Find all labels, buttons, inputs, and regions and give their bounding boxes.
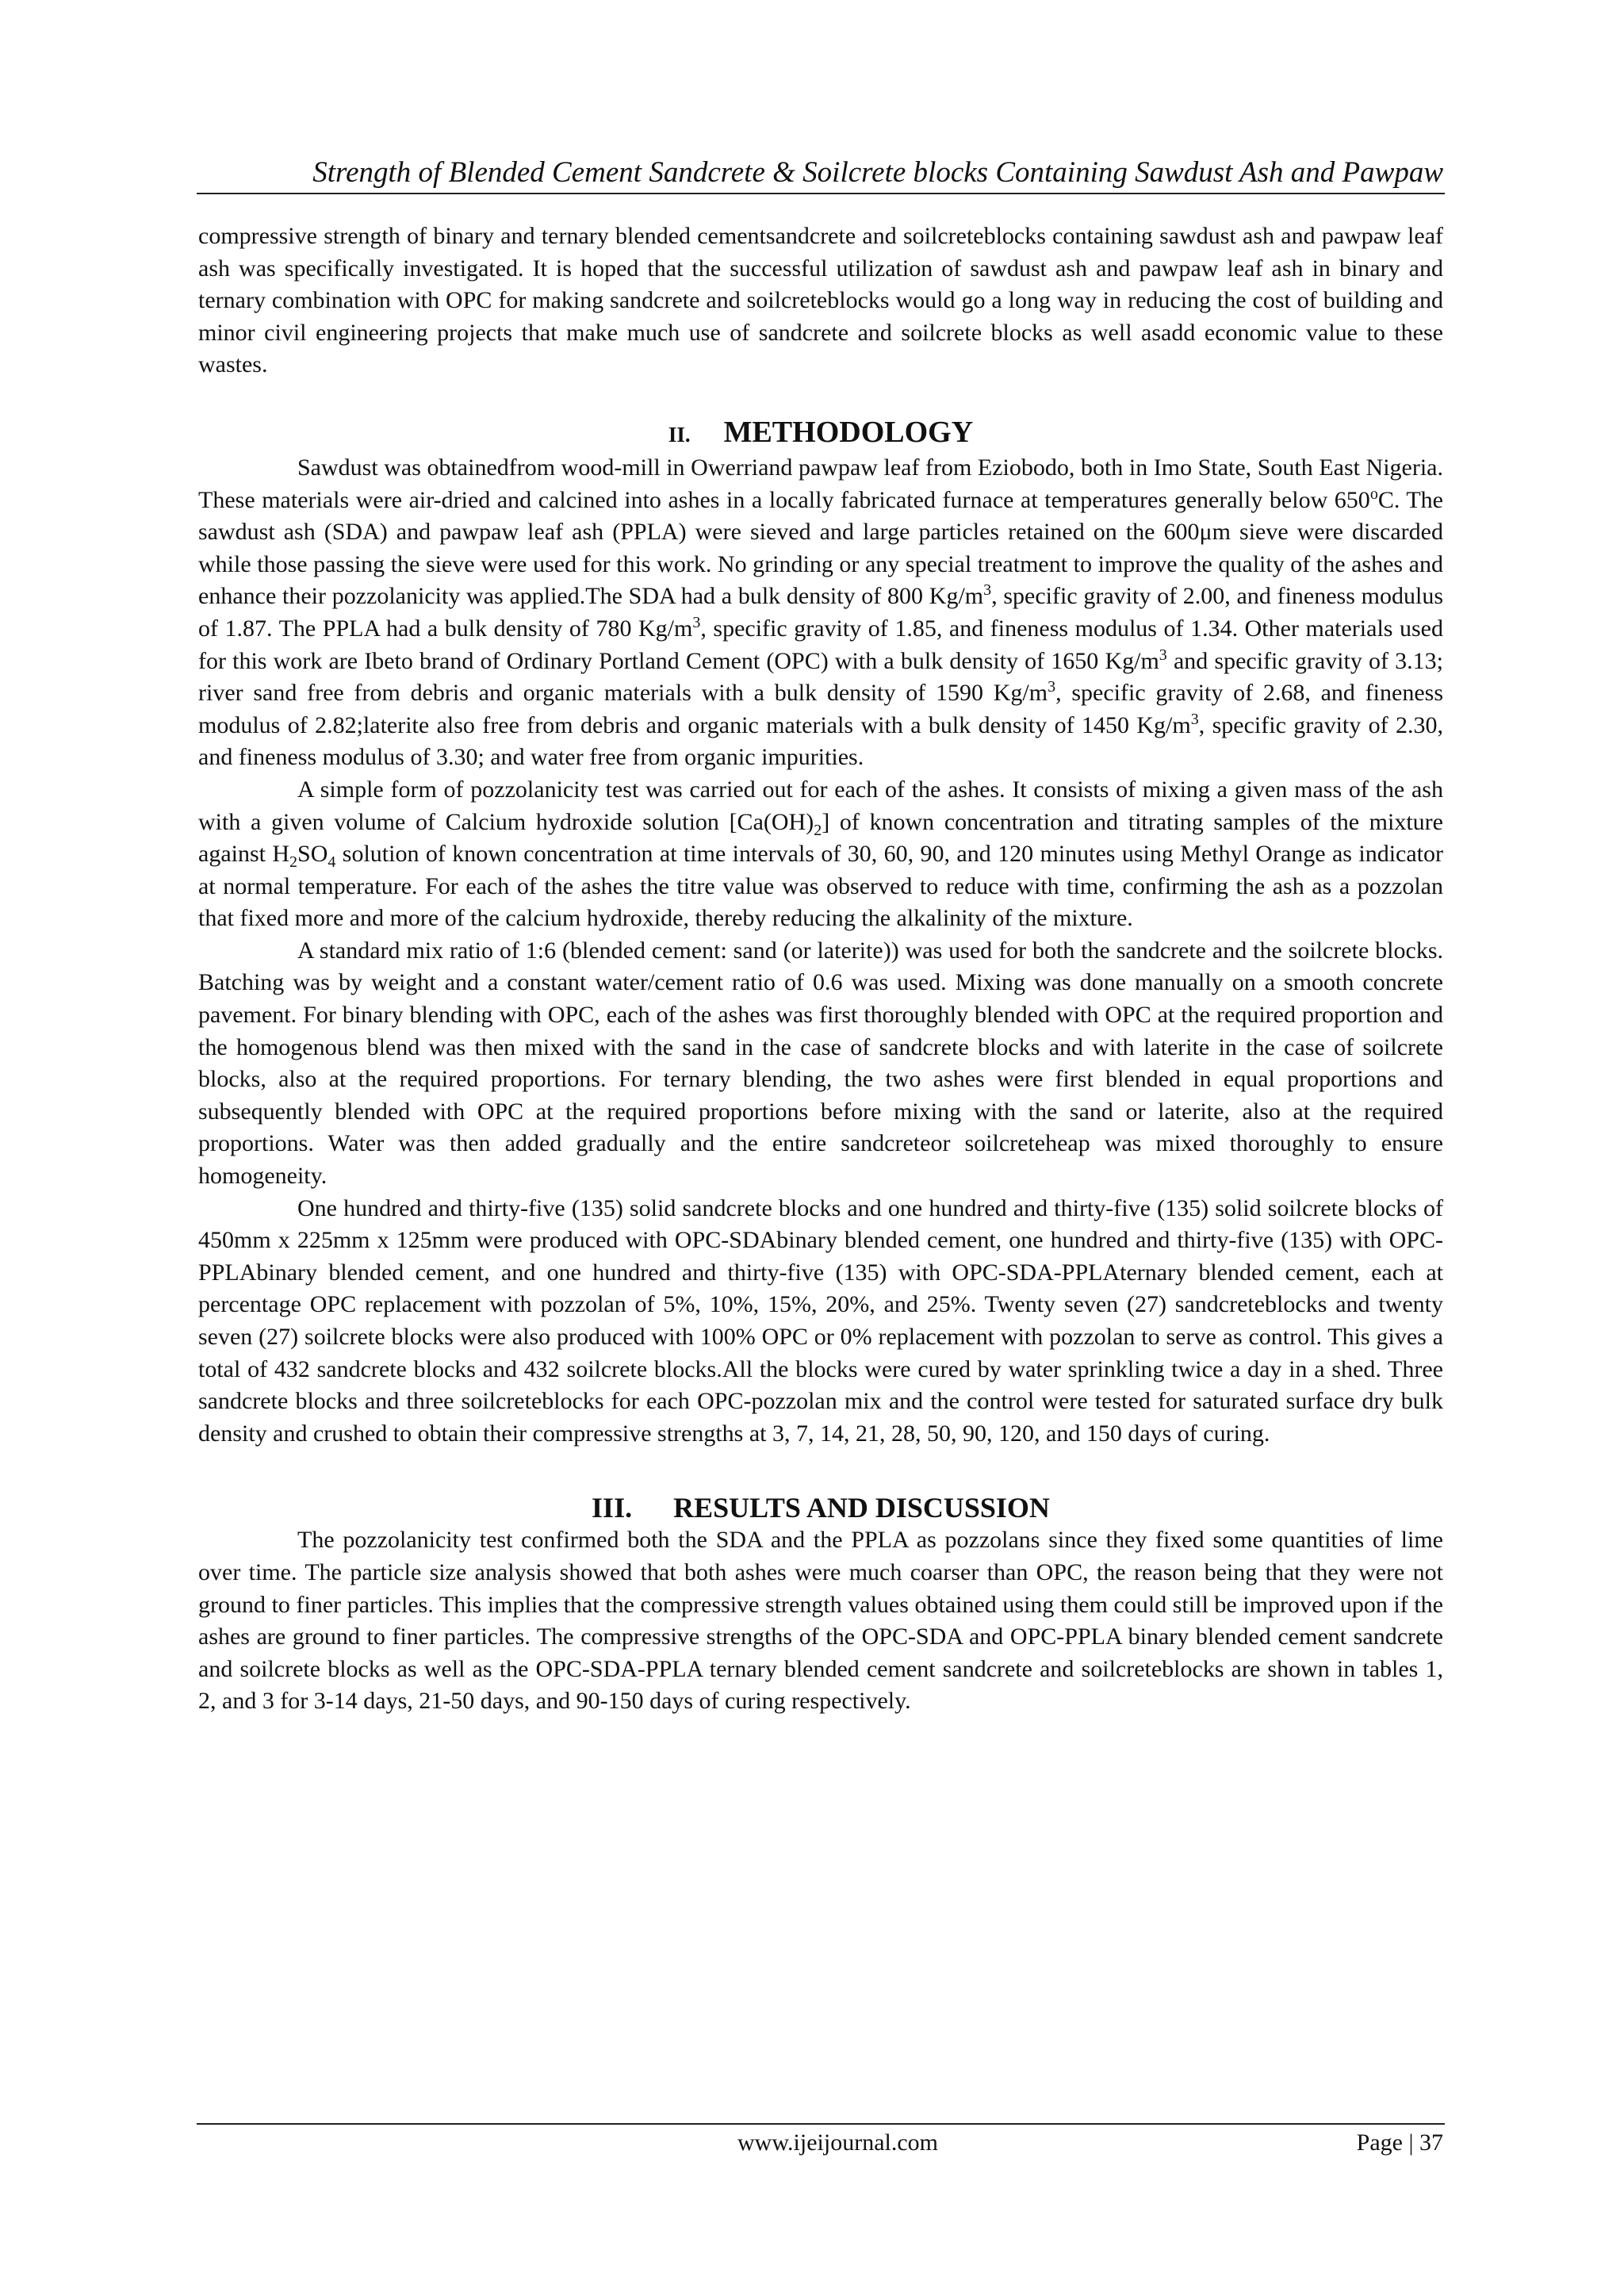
header-rule: [197, 193, 1445, 194]
text-run: , specific gravity of 2.30, and fineness modulus of 3.30; and water free from organic impurities.: [198, 711, 1443, 771]
text-run: A simple form of pozzolanicity test was carried out for each of the ashes. It consists of mixing a given mass of the ash with a given volume of Calcium hydroxide solution [Ca(OH): [198, 776, 1443, 835]
footer-page-number: Page | 37: [1356, 2129, 1443, 2156]
superscript: 3: [1190, 710, 1199, 728]
running-header-title: Strength of Blended Cement Sandcrete & Soilcrete blocks Containing Sawdust Ash and Pawpaw: [312, 156, 1443, 189]
text-run: SO: [297, 841, 328, 868]
subscript: 2: [289, 853, 298, 872]
text-run: and specific gravity of 3.13; river sand free from debris and organic materials with a bulk density of 1590 Kg/m: [198, 647, 1443, 707]
methodology-paragraph-blocks: One hundred and thirty-five (135) solid sandcrete blocks and one hundred and thirty-five (135) solid soilcrete blocks of 450mm x 225mm x 125mm were produced with OPC-SDAbinary blended cement, one hundred and thirty-five (135) with OPC-PPLAbinary blended cement, and one hundred and thirty-five (135) with OPC-SDA-PPLAternary blended cement, each at percentage OPC replacement with pozzolan of 5%, 10%, 15%, 20%, and 25%. Twenty seven (27) sandcreteblocks and twenty seven (27) soilcrete blocks were also produced with 100% OPC or 0% replacement with pozzolan to serve as control. This gives a total of 432 sandcrete blocks and 432 soilcrete blocks.All the blocks were cured by water sprinkling twice a day in a shed. Three sandcrete blocks and three soilcreteblocks for each OPC-pozzolan mix and the control were tested for saturated surface dry bulk density and crushed to obtain their compressive strengths at 3, 7, 14, 21, 28, 50, 90, 120, and 150 days of curing.: [198, 1194, 1443, 1447]
footer-journal-url: www.ijeijournal.com: [737, 2129, 938, 2156]
section-heading-methodology: [198, 415, 1443, 452]
superscript: 3: [983, 581, 992, 600]
footer-rule: [197, 2123, 1445, 2125]
intro-paragraph: compressive strength of binary and ternary blended cementsandcrete and soilcreteblocks containing sawdust ash and pawpaw leaf ash was specifically investigated. It is hoped that the successful utilization of sawdust ash and pawpaw leaf ash in binary and ternary combination with OPC for making sandcrete and soilcreteblocks would go a long way in reducing the cost of building and minor civil engineering projects that make much use of sandcrete and soilcrete blocks as well asadd economic value to these wastes.: [198, 223, 1443, 378]
section-title: RESULTS AND DISCUSSION: [673, 1492, 1050, 1524]
text-run: , specific gravity of 1.85, and fineness modulus of 1.34. Other materials used for this work are Ibeto brand of Ordinary Portland Cement (OPC) with a bulk density of 1650 Kg/m: [198, 615, 1444, 674]
text-run: solution of known concentration at time intervals of 30, 60, 90, and 120 minutes using Methyl Orange as indicator at normal temperature. For each of the ashes the titre value was observed to reduce with time, confirming the ash as a pozzolan that fixed more and more of the calcium hydroxide, thereby reducing the alkalinity of the mixture.: [198, 841, 1443, 932]
methodology-paragraph-mixing: A standard mix ratio of 1:6 (blended cement: sand (or laterite)) was used for both the sandcrete and the soilcrete blocks. Batching was by weight and a constant water/cement ratio of 0.6 was used. Mixing was done manually on a smooth concrete pavement. For binary blending with OPC, each of the ashes was first thoroughly blended with OPC at the required proportion and the homogenous blend was then mixed with the sand in the case of sandcrete blocks and with laterite in the case of soilcrete blocks, also at the required proportions. For ternary blending, the two ashes were first blended in equal proportions and subsequently blended with OPC at the required proportions before mixing with the sand or laterite, also at the required proportions. Water was then added gradually and the entire sandcreteor soilcreteheap was mixed thoroughly to ensure homogeneity.: [198, 937, 1443, 1190]
subscript: 2: [814, 821, 822, 839]
subscript: 4: [327, 853, 336, 872]
text-run: , specific gravity of 2.68, and fineness modulus of 2.82;laterite also free from debris and organic materials with a bulk density of 1450 Kg/m: [198, 680, 1443, 738]
text-run: Sawdust was obtainedfrom wood-mill in Owerriand pawpaw leaf from Eziobodo, both in Imo State, South East Nigeria. These materials were air-dried and calcined into ashes in a locally fabricated furnace at temperatures generally below 650: [198, 454, 1443, 513]
section-heading-results: [198, 1491, 1443, 1524]
section-number: III.: [592, 1492, 633, 1524]
section-number: II.: [668, 422, 691, 447]
text-run: , specific gravity of 2.00, and fineness modulus of 1.87. The PPLA had a bulk density of 780 Kg/m: [198, 583, 1443, 642]
article-body: [198, 220, 1443, 1718]
results-paragraph: The pozzolanicity test confirmed both the SDA and the PPLA as pozzolans since they fixed some quantities of lime over time. The particle size analysis showed that both ashes were much coarser than OPC, the reason being that they were not ground to finer particles. This implies that the compressive strength values obtained using them could still be improved upon if the ashes are ground to finer particles. The compressive strengths of the OPC-SDA and OPC-PPLA binary blended cement sandcrete and soilcrete blocks as well as the OPC-SDA-PPLA ternary blended cement sandcrete and soilcreteblocks are shown in tables 1, 2, and 3 for 3-14 days, 21-50 days, and 90-150 days of curing respectively.: [198, 1527, 1443, 1715]
text-run: ] of known concentration and titrating samples of the mixture against H: [198, 808, 1443, 868]
superscript: o: [1369, 485, 1378, 503]
methodology-paragraph-materials: [198, 452, 1443, 774]
section-title: METHODOLOGY: [723, 415, 974, 449]
text-run: C. The sawdust ash (SDA) and pawpaw leaf ash (PPLA) were sieved and large particles retained on the 600μm sieve were discarded while those passing the sieve were used for this work. No grinding or any special treatment to improve the quality of the ashes and enhance their pozzolanicity was applied.The SDA had a bulk density of 800 Kg/m: [198, 486, 1443, 610]
methodology-paragraph-pozzolanicity: [198, 774, 1443, 935]
superscript: 3: [1159, 646, 1167, 664]
superscript: 3: [1048, 678, 1056, 696]
superscript: 3: [692, 613, 701, 631]
